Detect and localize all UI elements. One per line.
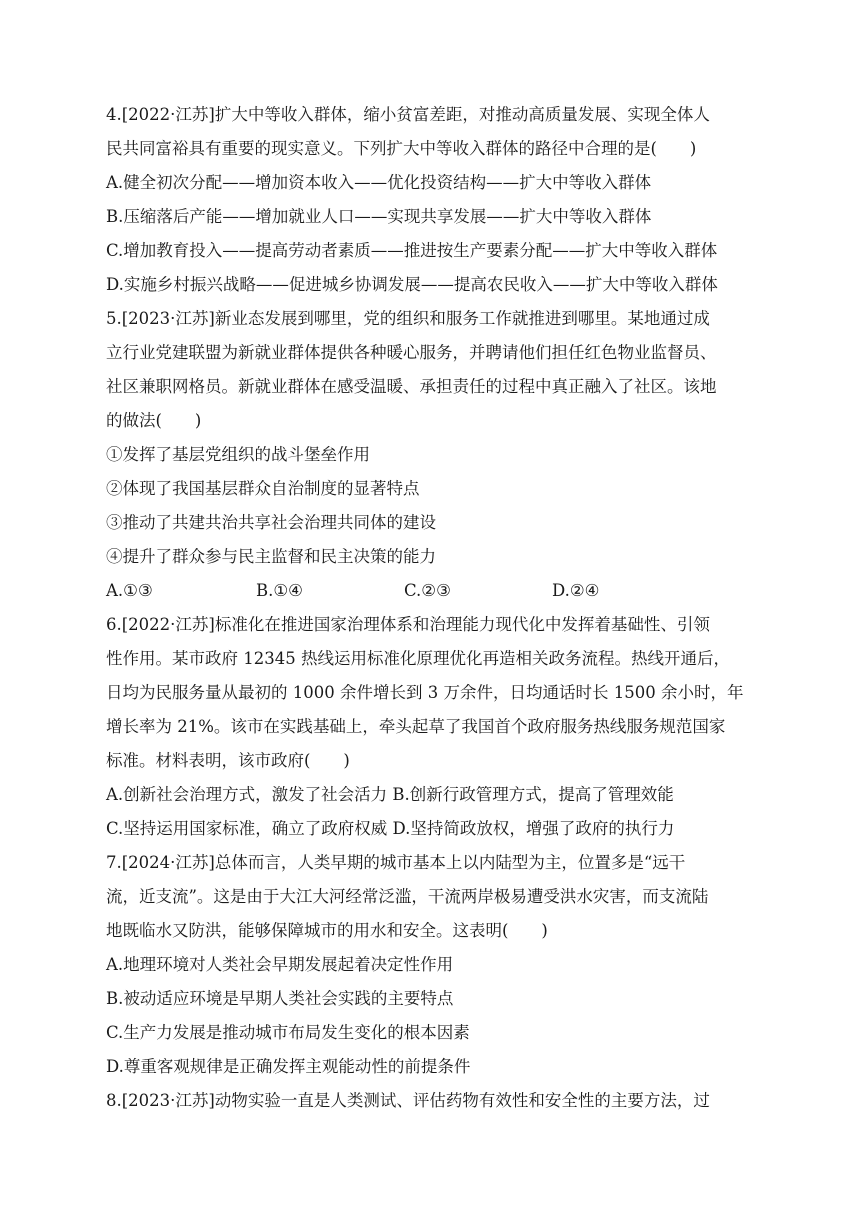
q4-stem-line-1: 4.[2022·江苏]扩大中等收入群体，缩小贫富差距，对推动高质量发展、实现全体人 <box>106 105 710 124</box>
q5-choice-d: D.②④ <box>552 581 600 600</box>
q6-stem-line-3: 日均为民服务量从最初的 1000 余件增长到 3 万余件，日均通话时长 1500 余小时，年 <box>106 683 744 702</box>
q6-stem-line-5: 标准。材料表明，该市政府( ) <box>106 751 350 770</box>
q5-choice-c: C.②③ <box>404 581 451 600</box>
q7-stem-line-1: 7.[2024·江苏]总体而言，人类早期的城市基本上以内陆型为主，位置多是“远干 <box>106 853 686 872</box>
q6-stem-line-4: 增长率为 21%。该市在实践基础上，牵头起草了我国首个政府服务热线服务规范国家 <box>106 717 726 736</box>
q4-option-a: A.健全初次分配——增加资本收入——优化投资结构——扩大中等收入群体 <box>106 173 652 192</box>
q6-options-ab: A.创新社会治理方式，激发了社会活力 B.创新行政管理方式，提高了管理效能 <box>106 785 674 804</box>
q5-statement-2: ②体现了我国基层群众自治制度的显著特点 <box>106 479 420 498</box>
q5-stem-line-2: 立行业党建联盟为新就业群体提供各种暖心服务，并聘请他们担任红色物业监督员、 <box>106 343 717 362</box>
q4-option-d: D.实施乡村振兴战略——促进城乡协调发展——提高农民收入——扩大中等收入群体 <box>106 275 718 294</box>
q5-stem-line-4: 的做法( ) <box>106 411 202 430</box>
q5-choice-b: B.①④ <box>256 581 303 600</box>
q7-stem-line-2: 流，近支流”。这是由于大江大河经常泛滥，干流两岸极易遭受洪水灾害，而支流陆 <box>106 887 709 906</box>
q6-options-cd: C.坚持运用国家标准，确立了政府权威 D.坚持简政放权，增强了政府的执行力 <box>106 819 675 838</box>
q7-option-d: D.尊重客观规律是正确发挥主观能动性的前提条件 <box>106 1057 471 1076</box>
q5-stem-line-3: 社区兼职网格员。新就业群体在感受温暖、承担责任的过程中真正融入了社区。该地 <box>106 377 717 396</box>
q6-stem-line-1: 6.[2022·江苏]标准化在推进国家治理体系和治理能力现代化中发挥着基础性、引领 <box>106 615 710 634</box>
q6-stem-line-2: 性作用。某市政府 12345 热线运用标准化原理优化再造相关政务流程。热线开通后， <box>106 649 730 668</box>
q7-option-a: A.地理环境对人类社会早期发展起着决定性作用 <box>106 955 454 974</box>
q5-stem-line-1: 5.[2023·江苏]新业态发展到哪里，党的组织和服务工作就推进到哪里。某地通过成 <box>106 309 710 328</box>
q4-stem-line-2: 民共同富裕具有重要的现实意义。下列扩大中等收入群体的路径中合理的是( ) <box>106 139 697 158</box>
q7-option-b: B.被动适应环境是早期人类社会实践的主要特点 <box>106 989 454 1008</box>
q4-option-b: B.压缩落后产能——增加就业人口——实现共享发展——扩大中等收入群体 <box>106 207 652 226</box>
q5-statement-3: ③推动了共建共治共享社会治理共同体的建设 <box>106 513 436 532</box>
q7-stem-line-3: 地既临水又防洪，能够保障城市的用水和安全。这表明( ) <box>106 921 548 940</box>
q5-statement-1: ①发挥了基层党组织的战斗堡垒作用 <box>106 445 370 464</box>
q5-choice-a: A.①③ <box>106 581 153 600</box>
q8-stem-line-1: 8.[2023·江苏]动物实验一直是人类测试、评估药物有效性和安全性的主要方法，过 <box>106 1091 710 1110</box>
q4-option-c: C.增加教育投入——提高劳动者素质——推进按生产要素分配——扩大中等收入群体 <box>106 241 718 260</box>
q7-option-c: C.生产力发展是推动城市布局发生变化的根本因素 <box>106 1023 470 1042</box>
q5-statement-4: ④提升了群众参与民主监督和民主决策的能力 <box>106 547 436 566</box>
